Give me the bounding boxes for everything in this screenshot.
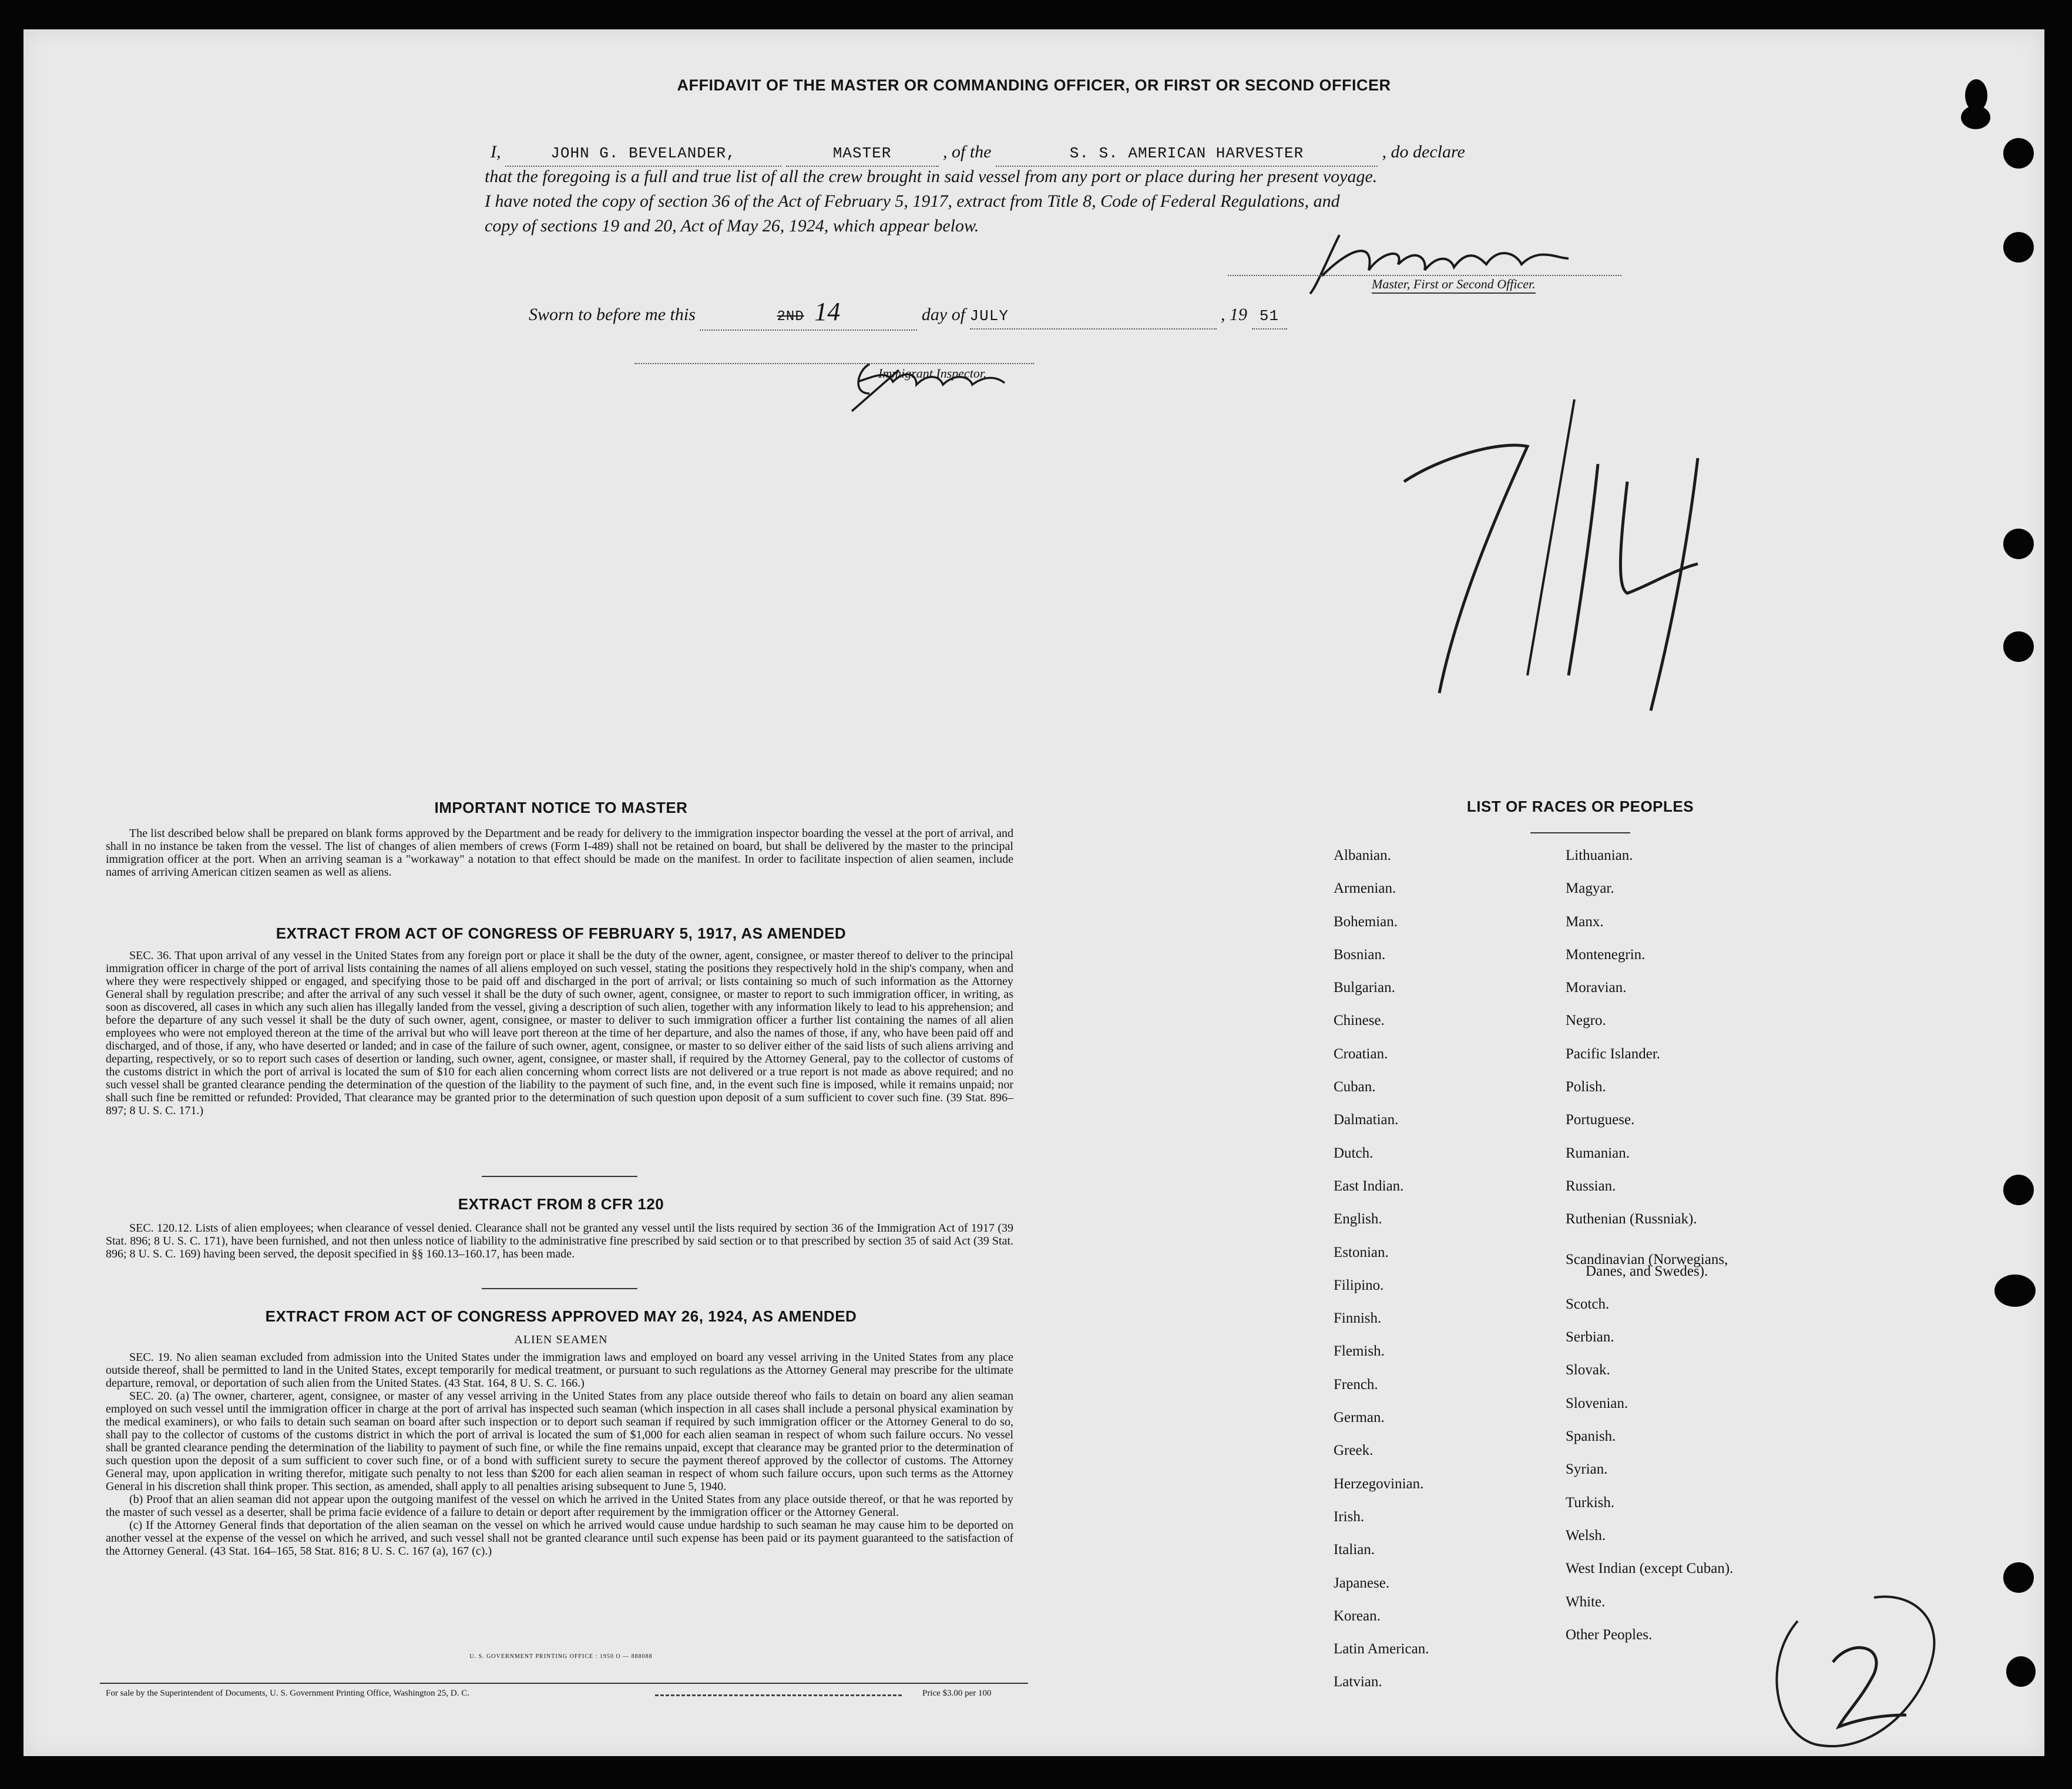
extract1-body: SEC. 36. That upon arrival of any vessel in the United States from any foreign port or place it shall be the duty of the owner, agent, consignee, or master thereof to deliver to the principal immigration officer in charge of the port of arrival lists containing the names of all aliens employed on such vessel, stating the positions they respectively hold in the ship's company, when and where they were respectively shipped or engaged, and specifying those to be paid off and discharged in the port of arrival; or lists containing so much of such information as the Attorney General shall by regulation prescribe; and after the arrival of any such vessel it shall be the duty of such owner, agent, consignee, or master to report to such immigration officer, in writing, as soon as discovered, all cases in which any such alien has illegally landed from the vessel, giving a description of such alien, together with any information likely to lead to his apprehension; and before the departure of any such vessel it shall be the duty of such owner, agent, consignee, or master to deliver to such immigration officer a further list containing the names of all alien employees who were not employed thereon at the time of the arrival but who will leave port thereon at the time of her departure, and also the names of those, if any, who have been paid off and discharged, and of those, if any, who have deserted or landed; and in case of the failure of such owner, agent, consignee, or master to so deliver either of the said lists of such aliens arriving and departing, respectively, or so to report such cases of desertion or landing, such owner, agent, consignee, or master shall, if required by the Attorney General, pay to the collector of customs of the customs district in which the port of arrival is located the sum of $10 for each alien concerning whom correct lists are not delivered or a true report is not made as above required; and no such vessel shall be granted clearance pending the determination of the question of the liability to the payment of such fine, and, in the event such fine is imposed, while it remains unpaid; nor shall such fine be remitted or refunded: Provided, That clearance may be granted prior to the determination of such question upon deposit of a sum sufficient to cover such fine. (39 Stat. 896–897; 8 U. S. C. 171.) [106,949,1013,1117]
race-item: Magyar. [1566,880,1614,897]
extract1-title: EXTRACT FROM ACT OF CONGRESS OF FEBRUARY 5, 1917, AS AMENDED [276,924,847,942]
footer-left: For sale by the Superintendent of Documents, U. S. Government Printing Office, Washington 25, D. C. [106,1689,469,1698]
race-item: Finnish. [1334,1310,1382,1327]
master-rank: MASTER [786,141,939,167]
race-item: Chinese. [1334,1013,1385,1029]
vessel-name: S. S. AMERICAN HARVESTER [996,141,1378,167]
divider-2 [482,1288,637,1289]
sec19-text: SEC. 19. No alien seaman excluded from admission into the United States under the immigration laws and employed on board any vessel arriving in the United States from any place outside thereof, shall be permitted to land in the United States, except temporarily for medical treatment, or pursuant to such regulations as the Attorney General may prescribe for the ultimate departure, removal, or deportation of such alien from the United States. (43 Stat. 164, 8 U. S. C. 166.) [106,1351,1013,1390]
race-item: East Indian. [1334,1178,1404,1194]
notice-title: IMPORTANT NOTICE TO MASTER [434,799,688,816]
race-item: English. [1334,1211,1382,1228]
race-item: Rumanian. [1566,1145,1630,1161]
race-item: Manx. [1566,913,1604,930]
declaration-line-1 [491,140,1654,167]
race-item: Scotch. [1566,1296,1610,1312]
race-item: Polish. [1566,1079,1606,1095]
race-item: German. [1334,1410,1385,1426]
race-item: Flemish. [1334,1343,1385,1360]
race-item: Albanian. [1334,848,1391,863]
race-item: Filipino. [1334,1277,1384,1293]
race-item: Scandinavian (Norwegians, [1566,1251,1728,1267]
punch-hole [2006,1656,2036,1687]
inspector-line [634,363,1034,364]
race-item: Estonian. [1334,1244,1389,1260]
races-right-column [1566,848,1733,1660]
extract3-subtitle: ALIEN SEAMEN [514,1333,608,1346]
signature-caption: Master, First or Second Officer. [1372,276,1536,294]
master-name: JOHN G. BEVELANDER, [505,141,781,167]
race-item: Montenegrin. [1566,946,1645,963]
race-item: Italian. [1334,1542,1375,1558]
affidavit-title: AFFIDAVIT OF THE MASTER OR COMMANDING OFFICER, OR FIRST OR SECOND OFFICER [677,76,1391,94]
race-item: Armenian. [1334,880,1396,897]
sworn-month: JULY [970,304,1217,329]
race-item: Bohemian. [1334,913,1398,930]
race-item: Danes, and Swedes). [1586,1263,1708,1279]
circled-page-number-strokes [1762,1586,1950,1756]
do-declare-text: , do declare [1382,142,1465,162]
race-item: Latvian. [1334,1674,1382,1690]
declaration-prefix: I, [491,142,501,162]
race-item: Portuguese. [1566,1112,1635,1128]
race-item: Japanese. [1334,1575,1390,1591]
punch-hole [2003,232,2034,263]
declaration-line-2: that the foregoing is a full and true list of all the crew brought in said vessel from any port or place during her present voyage. [485,167,1378,186]
race-item: Russian. [1566,1178,1616,1194]
declaration-line-3: I have noted the copy of section 36 of the Act of February 5, 1917, extract from Title 8, Code of Federal Regulations, and [485,191,1340,211]
sworn-year: 51 [1252,304,1287,329]
race-item: Bosnian. [1334,946,1386,963]
race-item: Croatian. [1334,1045,1388,1062]
race-item: Welsh. [1566,1527,1606,1543]
day-struck: 2ND [777,309,804,325]
inspector-caption: Immigrant Inspector. [878,366,987,381]
punch-hole [2003,138,2034,169]
race-item: Cuban. [1334,1079,1376,1095]
race-item: Herzegovinian. [1334,1475,1424,1492]
race-item: Korean. [1334,1608,1381,1624]
sworn-line [529,297,1363,331]
races-title: LIST OF RACES OR PEOPLES [1466,798,1694,815]
inspector-signature [828,347,1052,423]
document-page [23,29,2044,1756]
race-item: Moravian. [1566,980,1627,996]
extract2-title: EXTRACT FROM 8 CFR 120 [458,1195,664,1213]
race-item: Slovenian. [1566,1395,1628,1411]
race-item: Dalmatian. [1334,1112,1399,1128]
handwritten-note-strokes [1392,394,1768,722]
races-left-column [1334,848,1429,1707]
race-item: Serbian. [1566,1329,1614,1346]
declaration-line-4: copy of sections 19 and 20, Act of May 26, 1924, which appear below. [485,216,979,236]
races-title-rule [1530,832,1630,833]
race-item: Irish. [1334,1508,1365,1525]
race-item: Syrian. [1566,1461,1608,1478]
race-item: West Indian (except Cuban). [1566,1561,1734,1577]
punch-hole [1961,106,1990,129]
race-item: Bulgarian. [1334,980,1395,996]
sworn-text: Sworn to before me this [529,305,696,324]
notice-body: The list described below shall be prepared on blank forms approved by the Department and be ready for delivery to the immigration inspector boarding the vessel at the port of arrival, and shall in no instance be taken from the vessel. The list of changes of alien members of crews (Form I-489) shall not be retained on board, but shall be delivered by the master to the principal immigration officer at the port. When an arriving seaman is a "workaway" a notation to that effect should be made on the manifest. In order to facilitate inspection of alien seamen, include names of arriving American citizen seamen as well as aliens. [106,827,1013,879]
race-item: Other Peoples. [1566,1626,1653,1643]
race-item: Ruthenian (Russniak). [1566,1211,1697,1228]
race-item: Negro. [1566,1013,1606,1029]
punch-hole [2003,1175,2034,1205]
race-item: White. [1566,1593,1606,1610]
extract3-body [106,1351,1013,1558]
divider-1 [482,1176,637,1177]
footer-rule [100,1683,1028,1684]
of-the-text: , of the [943,142,992,162]
sec20b-text: (b) Proof that an alien seaman did not appear upon the outgoing manifest of the vessel on which he arrived in the United States from any place outside thereof, or that he was reported by the master of such vessel as a deserter, shall be prima facie evidence of a failure to detain or deport after requirement by the immigration officer or the Attorney General. [106,1493,1013,1519]
extract3-title: EXTRACT FROM ACT OF CONGRESS APPROVED MAY 26, 1924, AS AMENDED [265,1307,857,1325]
day-handwritten: 14 [814,297,841,326]
race-item: Pacific Islander. [1566,1045,1661,1062]
punch-hole [2003,1562,2034,1593]
race-item: Spanish. [1566,1428,1616,1445]
sworn-day [700,297,917,331]
punch-hole [2003,631,2034,662]
sec20a-text: SEC. 20. (a) The owner, charterer, agent, consignee, or master of any vessel arriving in the United States from any place outside thereof who fails to detain on board any alien seaman employed on such vessel until the immigration officer in charge at the port of arrival has inspected such seaman (which inspection in all cases shall include a personal physical examination by the medical examiners), or who fails to detain such seaman on board after such inspection or to deport such seaman if required by such immigration officer or the Attorney General to do so, shall pay to the collector of customs of the customs district in which the port of arrival is located the sum of $1,000 for each alien seaman in respect of whom such failure occurs. No vessel shall be granted clearance pending the determination of the liability to payment of such fine, or while the fine remains unpaid, except that clearance may be granted prior to the determination of such question upon the deposit of a sum sufficient to cover such fine, or of a bond with sufficient surety to secure the payment thereof approved by the collector of customs. The Attorney General may, upon application in writing therefor, mitigate such penalty to not less than $200 for each alien seaman in respect of whom such failure occurs, upon such terms as the Attorney General in his discretion shall think proper. This section, as amended, shall apply to all penalties arising subsequent to June 5, 1940. [106,1390,1013,1493]
race-item: Greek. [1334,1442,1374,1459]
race-item: Lithuanian. [1566,848,1633,863]
race-item: Latin American. [1334,1641,1429,1657]
handwritten-note [1392,394,1768,722]
extract2-body: SEC. 120.12. Lists of alien employees; when clearance of vessel denied. Clearance shall not be granted any vessel until the lists required by section 36 of the Immigration Act of 1917 (39 Stat. 896; 8 U. S. C. 171), have been furnished, and not then unless notice of liability to the administrative fine prescribed by said section or to that prescribed by section 35 of said Act (39 Stat. 896; 8 U. S. C. 169) having been served, the deposit specified in §§ 160.13–160.17, has been made. [106,1222,1013,1260]
circled-page-number [1762,1586,1950,1756]
race-item: Dutch. [1334,1145,1374,1161]
race-item: Slovak. [1566,1362,1610,1378]
year-prefix: , 19 [1221,305,1248,324]
punch-hole [2003,529,2034,559]
race-item: French. [1334,1376,1378,1393]
punch-hole [1994,1275,2036,1307]
printer-line: U. S. GOVERNMENT PRINTING OFFICE : 1950 O — 888088 [469,1653,653,1660]
day-of-text: day of [921,305,966,324]
footer-leader [655,1694,902,1696]
footer-right: Price $3.00 per 100 [922,1689,992,1698]
race-item: Turkish. [1566,1494,1615,1511]
sec20c-text: (c) If the Attorney General finds that deportation of the alien seaman on the vessel on which he arrived would cause undue hardship to such seaman he may cause him to be deported on another vessel at the expense of the vessel on which he arrived, and such vessel shall not be granted clearance until such expense has been paid or its payment guaranteed to the satisfaction of the Attorney General. (43 Stat. 164–165, 58 Stat. 816; 8 U. S. C. 167 (a), 167 (c).) [106,1519,1013,1558]
